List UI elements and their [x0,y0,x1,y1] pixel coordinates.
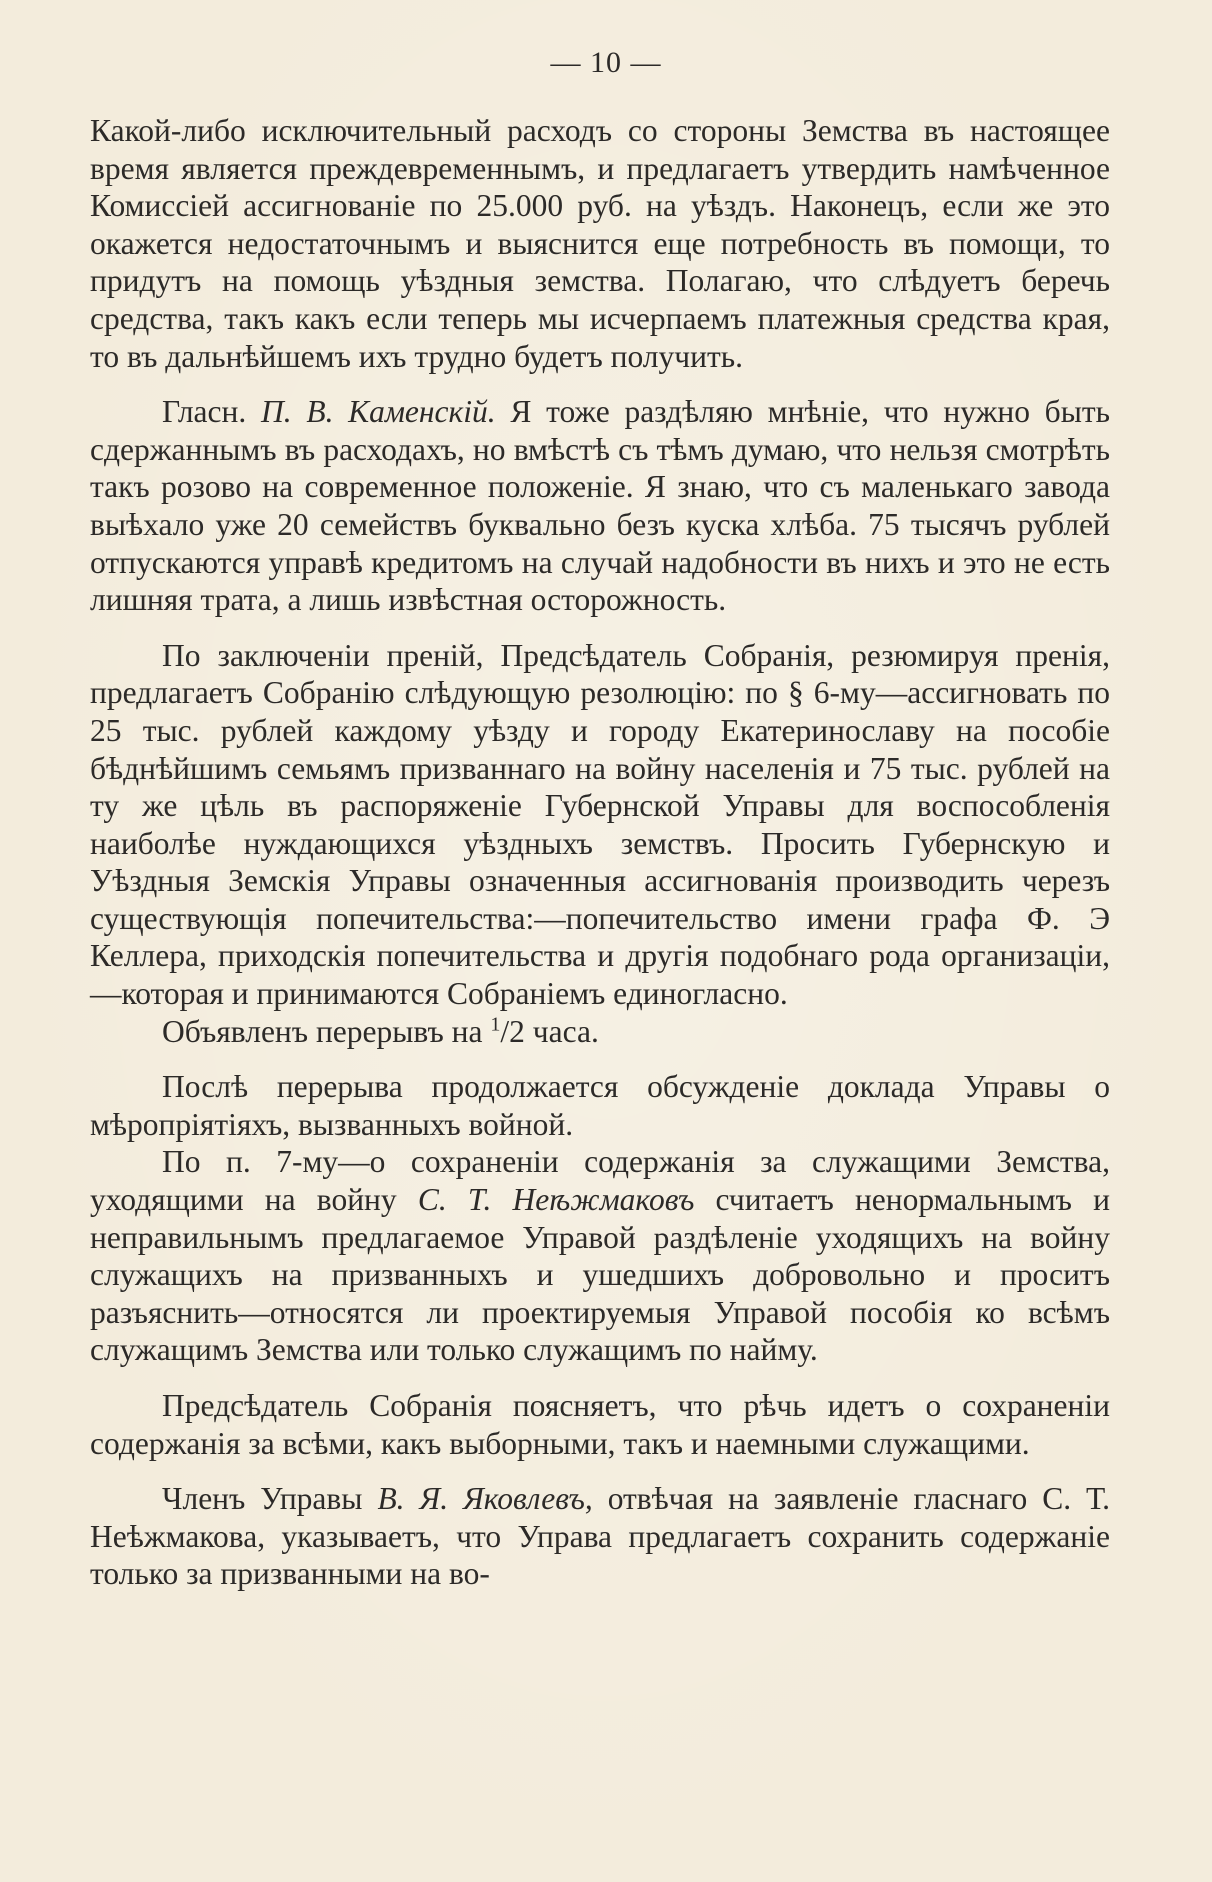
paragraph-6-text-after: считаетъ ненормальнымъ и неправильнымъ предлагаемое Управой раздѣленіе уходящихъ на войну служащихъ на призванныхъ и ушедшихъ добровольно и проситъ разъяснить—относятся ли проектируемыя Управой пособія ко всѣмъ служащимъ Земства или только служащимъ по найму. [90,1182,1111,1368]
paragraph-3 [90,637,1110,1013]
page-number: — 10 — [550,46,662,79]
paragraph-7 [90,1387,1110,1462]
paragraph-7-text: Предсѣдатель Собранія поясняетъ, что рѣчь идетъ о сохраненіи содержанія за всѣми, какъ выборными, такъ и наемными служащими. [90,1388,1110,1461]
paragraph-8-text: отвѣчая на заявленіе гласнаго С. Т. Неѣжмакова, указываетъ, что Управа предлагаетъ сохранить содержаніе только за призванными на во- [90,1481,1111,1592]
fraction-rest: /2 часа. [500,1013,599,1049]
paragraph-6-text-before: По п. 7-му—о сохраненіи содержанія за служащими Земства, уходящими на войну [90,1144,1110,1218]
paragraph-8-prefix: Членъ Управы [162,1481,363,1517]
paragraph-2-text: Я тоже раздѣляю мнѣніе, что нужно быть сдержаннымъ въ расходахъ, но вмѣстѣ съ тѣмъ думаю, что нельзя смотрѣть такъ розово на современное положеніе. Я знаю, что съ маленькаго завода выѣхало уже 20 семействъ буквально безъ куска хлѣба. 75 тысячъ рублей отпускаются управѣ кредитомъ на случай надобности въ нихъ и это не есть лишняя трата, а лишь извѣстная осторожность. [90,394,1110,618]
paragraph-4-text: Объявленъ перерывъ на [162,1013,483,1049]
paragraph-4 [90,1013,1110,1051]
paragraph-2-prefix: Гласн. [162,394,247,430]
body-text [90,112,1110,1593]
paragraph-8 [90,1480,1110,1593]
paragraph-5 [90,1068,1110,1143]
speaker-kamensky: П. В. Каменскій. [260,394,496,430]
speaker-yakovlev: В. Я. Яковлевъ, [377,1481,593,1517]
paragraph-1-text: Какой-либо исключительный расходъ со стороны Земства въ настоящее время является преждевременнымъ, и предлагаетъ утвердить намѣченное Комиссіей ассигнованіе по 25.000 руб. на уѣздъ. Наконецъ, если же это окажется недостаточнымъ и выяснится еще потребность въ помощи, то придутъ на помощь уѣздныя земства. Полагаю, что слѣдуетъ беречь средства, такъ какъ если теперь мы исчерпаемъ платежныя средства края, то въ дальнѣйшемъ ихъ трудно будетъ получить. [90,113,1110,374]
paragraph-1 [90,112,1110,375]
fraction-numerator: 1 [490,1013,501,1036]
paragraph-5-text: Послѣ перерыва продолжается обсужденіе доклада Управы о мѣропріятіяхъ, вызванныхъ войной. [90,1069,1110,1142]
paragraph-3-text: По заключеніи преній, Предсѣдатель Собранія, резюмируя пренія, предлагаетъ Собранію слѣдующую резолюцію: по § 6-му—ассигновать по 25 тыс. рублей каждому уѣзду и городу Екатеринославу на пособіе бѣднѣйшимъ семьямъ призваннаго на войну населенія и 75 тыс. рублей на ту же цѣль въ распоряженіе Губернской Управы для воспособленія наиболѣе нуждающихся уѣздныхъ земствъ. Просить Губернскую и Уѣздныя Земскія Управы означенныя ассигнованія производить черезъ существующія попечительства:—попечительство имени графа Ф. Э Келлера, приходскія попечительства и другія подобнаго рода организаціи,—которая и принимаются Собраніемъ единогласно. [90,637,1110,1012]
paragraph-6 [90,1143,1110,1369]
speaker-neezhmakov: С. Т. Неѣжмаковъ [417,1182,695,1218]
paragraph-2 [90,393,1110,619]
